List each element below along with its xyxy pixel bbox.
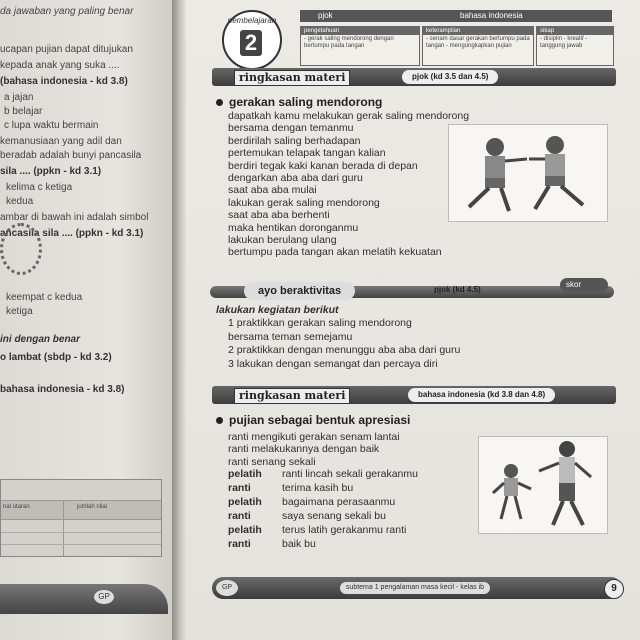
- activity-step: 2 praktikkan dengan menunggu aba aba dari guru: [228, 344, 461, 356]
- page-footer: [212, 577, 622, 599]
- left-text-line: c lupa waktu bermain: [4, 120, 99, 131]
- left-footer-bar: [0, 584, 168, 614]
- left-text-line: kelima c ketiga: [6, 182, 73, 193]
- dialog-speaker: ranti: [228, 482, 251, 494]
- dialog-speaker: pelatih: [228, 468, 262, 480]
- left-text-line: kemanusiaan yang adil dan: [0, 136, 122, 147]
- summary-banner-pjok: [212, 68, 616, 86]
- activity-step: 3 lakukan dengan semangat dan percaya diri: [228, 357, 438, 370]
- left-text-line: kedua: [6, 196, 34, 207]
- tab-bahasa-indonesia: bahasa indonesia: [460, 11, 523, 20]
- banner-label: ringkasan materi: [234, 70, 350, 86]
- dialog-text: terima kasih bu: [282, 482, 354, 494]
- footer-subtheme: subtema 1 pengalaman masa kecil - kelas ib: [340, 582, 490, 594]
- competency-attitude: sikap - disiplin - kreatif - tanggung jawab: [536, 26, 614, 66]
- lesson-number: 2: [240, 30, 262, 56]
- dialog-text: baik bu: [282, 538, 316, 550]
- left-text-line: a jajan: [4, 92, 34, 103]
- dialog-speaker: pelatih: [228, 524, 262, 536]
- banner2-label: ringkasan materi: [234, 388, 350, 404]
- left-text-line: sila .... (ppkn - kd 3.1): [0, 166, 102, 177]
- lesson-badge: [222, 10, 282, 70]
- score-table-header-1: nal utaran: [3, 504, 30, 510]
- body-line: saat aba aba mulai: [228, 184, 317, 197]
- activity-banner: [210, 282, 614, 300]
- chain-symbol-icon: [0, 223, 42, 275]
- body-line: lakukan berulang ulang: [228, 234, 337, 246]
- lesson-header: [212, 10, 620, 82]
- body-line: ranti melakukannya dengan baik: [228, 443, 380, 456]
- summary-banner-bahasa: [212, 386, 616, 404]
- left-text-line: bahasa indonesia - kd 3.8): [0, 384, 125, 395]
- score-table-header-2: jumlah nilai: [77, 504, 108, 510]
- body-line: bersama dengan temanmu: [228, 122, 354, 135]
- score-table-header: [1, 500, 161, 520]
- body-line: dengarkan aba aba dari guru: [228, 172, 363, 184]
- left-text-line: ambar di bawah ini adalah simbol: [0, 212, 149, 223]
- publisher-logo-icon: GP: [216, 580, 238, 596]
- competency-knowledge: pengetahuan - gerak saling mendorong dengan bertumpu pada tangan: [300, 26, 420, 66]
- tab-pjok: pjok: [318, 11, 333, 20]
- left-text-line: kepada anak yang suka ....: [0, 60, 120, 71]
- score-table: [0, 479, 162, 557]
- coach-and-child-illustration: [478, 436, 608, 534]
- left-text-line: da jawaban yang paling benar: [0, 6, 134, 17]
- section-title-pujian: pujian sebagai bentuk apresiasi: [216, 413, 410, 427]
- left-text-line: ancasila sila .... (ppkn - kd 3.1): [0, 228, 144, 239]
- right-page: [186, 0, 640, 640]
- body-line: dapatkah kamu melakukan gerak saling mendorong: [228, 110, 470, 122]
- activity-kd: pjok (kd 4.5): [434, 285, 481, 294]
- dialog-text: bagaimana perasaanmu: [282, 496, 396, 508]
- book-gutter: [172, 0, 186, 640]
- dialog-text: ranti lincah sekali gerakanmu: [282, 468, 418, 480]
- body-line: bertumpu pada tangan akan melatih kekuatan: [228, 246, 442, 259]
- left-text-line: ini dengan benar: [0, 334, 81, 345]
- activity-label: ayo beraktivitas: [244, 282, 355, 300]
- body-line: berdiri tegak kaki kanan berada di depan: [228, 159, 418, 172]
- activity-step: 1 praktikkan gerakan saling mendorong: [228, 317, 412, 329]
- left-text-line: ketiga: [6, 306, 33, 317]
- body-line: ranti mengikuti gerakan senam lantai: [228, 431, 400, 443]
- dialog-speaker: ranti: [228, 510, 251, 522]
- competency-skill: keterampilan - senam dasar gerakan bertumpu pada tangan - mengungkapkan pujian: [422, 26, 534, 66]
- left-text-line: b belajar: [4, 106, 43, 117]
- left-text-line: keempat c kedua: [6, 292, 83, 303]
- dialog-text: terus latih gerakanmu ranti: [282, 524, 407, 536]
- dialog-speaker: pelatih: [228, 496, 262, 508]
- dialog-text: saya senang sekali bu: [282, 510, 386, 522]
- children-pushing-illustration: [448, 124, 608, 222]
- body-line: saat aba aba berhenti: [228, 209, 330, 222]
- dialog-speaker: ranti: [228, 538, 251, 550]
- left-text-line: beradab adalah bunyi pancasila: [0, 150, 142, 161]
- activity-subtitle: lakukan kegiatan berikut: [216, 304, 339, 316]
- left-text-line: o lambat (sbdp - kd 3.2): [0, 352, 112, 363]
- body-line: ranti senang sekali: [228, 455, 316, 468]
- left-page: [0, 0, 172, 640]
- body-line: berdirilah saling berhadapan: [228, 134, 361, 147]
- page-number: 9: [604, 579, 624, 599]
- banner-kd: pjok (kd 3.5 dan 4.5): [402, 70, 498, 84]
- lesson-badge-label: pembelajaran: [227, 16, 277, 25]
- publisher-logo-icon: GP: [94, 590, 114, 604]
- section-title-mendorong: gerakan saling mendorong: [216, 95, 382, 109]
- banner2-kd: bahasa indonesia (kd 3.8 dan 4.8): [408, 388, 555, 402]
- left-text-line: (bahasa indonesia - kd 3.8): [0, 76, 128, 87]
- subject-tabs: [300, 10, 612, 22]
- left-text-line: ucapan pujian dapat ditujukan: [0, 44, 133, 55]
- activity-step: bersama teman semejamu: [228, 330, 353, 343]
- body-line: maka hentikan doronganmu: [228, 221, 359, 234]
- body-line: pertemukan telapak tangan kalian: [228, 147, 386, 160]
- body-line: lakukan gerak saling mendorong: [228, 196, 380, 209]
- score-badge: skor: [560, 278, 608, 292]
